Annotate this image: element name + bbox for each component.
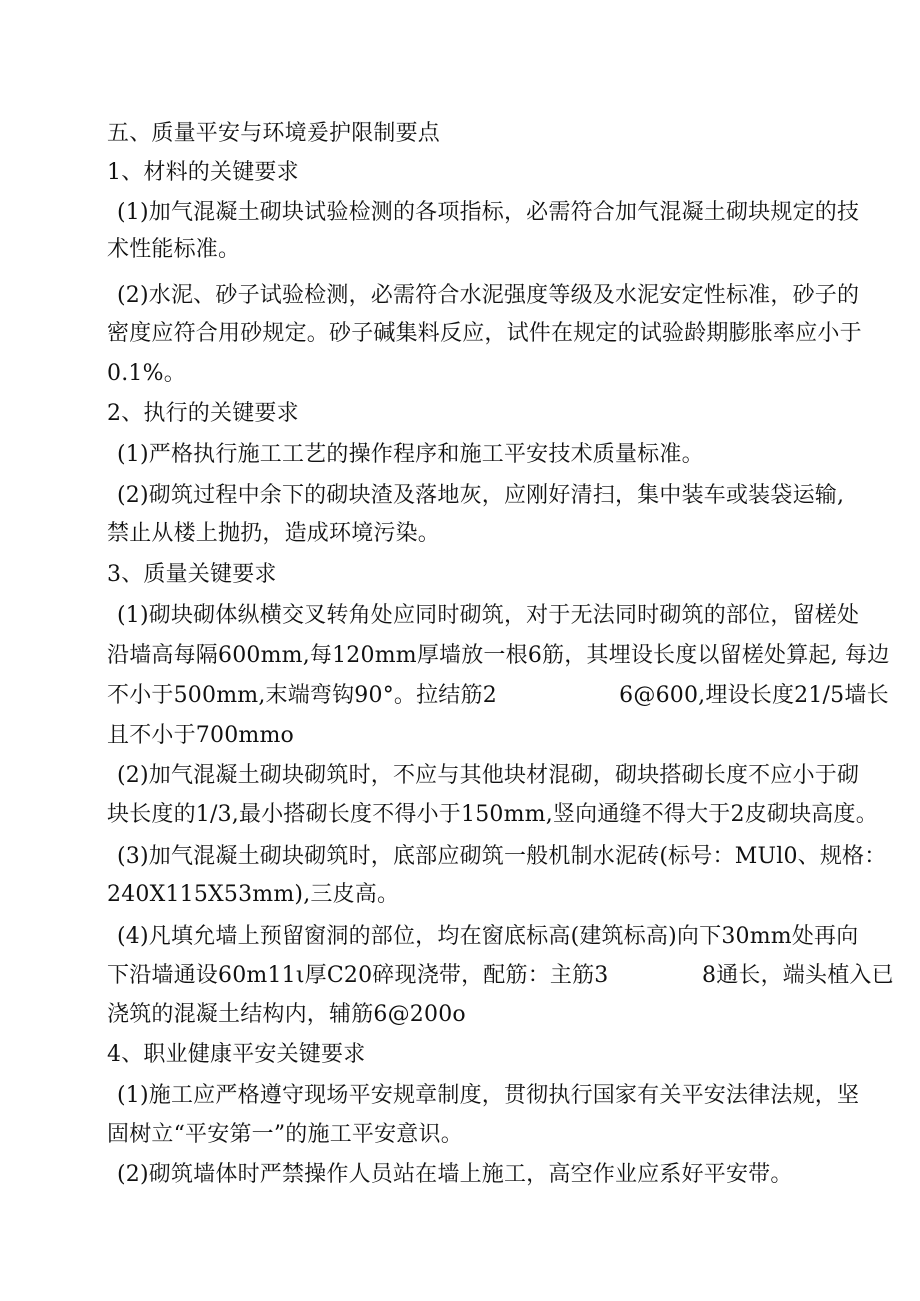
paragraph-line: 块长度的1/3,最小搭砌长度不得小于150mm,竖向通缝不得大于2皮砌块高度。 — [107, 802, 878, 827]
paragraph-line: (2)水泥、砂子试验检测，必需符合水泥强度等级及水泥安定性标准，砂子的 — [117, 283, 860, 308]
paragraph-line: (1)施工应严格遵守现场平安规章制度，贯彻执行国家有关平安法律法规，坚 — [117, 1083, 860, 1108]
subsection-heading-execution: 2、执行的关键要求 — [107, 401, 299, 426]
paragraph-line: (2)砌筑过程中余下的砌块渣及落地灰，应刚好清扫，集中装车或装袋运输, — [117, 483, 845, 508]
paragraph-line: 浇筑的混凝土结构内，辅筋6@200o — [107, 1002, 466, 1027]
paragraph-line: 沿墙高每隔600mm,每120mm厚墙放一根6筋，其埋设长度以留槎处算起, 每边 — [107, 643, 890, 668]
paragraph-line: 密度应符合用砂规定。砂子碱集料反应，试件在规定的试验龄期膨胀率应小于 — [107, 321, 862, 346]
paragraph-line: 禁止从楼上抛扔，造成环境污染。 — [107, 521, 441, 546]
paragraph-line: (3)加气混凝土砌块砌筑时，底部应砌筑一般机制水泥砖(标号：MUl0、规格： — [117, 844, 887, 869]
paragraph-line: 术性能标准。 — [107, 237, 241, 262]
subsection-heading-materials: 1、材料的关键要求 — [107, 160, 299, 185]
paragraph-line: (2)砌筑墙体时严禁操作人员站在墙上施工，高空作业应系好平安带。 — [117, 1162, 793, 1187]
paragraph-line: 且不小于700mmo — [107, 723, 294, 748]
paragraph-line: (2)加气混凝土砌块砌筑时，不应与其他块材混砌，砌块搭砌长度不应小于砌 — [117, 763, 860, 788]
paragraph-line: 0.1%。 — [107, 361, 186, 386]
paragraph-line: (1)砌块砌体纵横交叉转角处应同时砌筑，对于无法同时砌筑的部位，留槎处 — [117, 603, 860, 628]
subsection-heading-quality: 3、质量关键要求 — [107, 562, 277, 587]
paragraph-line: (1)严格执行施工工艺的操作程序和施工平安技术质量标准。 — [117, 442, 704, 467]
paragraph-line: (4)凡填允墙上预留窗洞的部位，均在窗底标高(建筑标高)向下30mm处再向 — [117, 924, 859, 949]
paragraph-line: 下沿墙通设60m11ι厚C20碎现浇带，配筋：主筋3 8通长，端头植入已 — [107, 963, 894, 988]
paragraph-line: 240X115X53mm),三皮高。 — [107, 882, 400, 907]
paragraph-line: 固树立“平安第一”的施工平安意识。 — [107, 1122, 463, 1147]
section-title: 五、质量平安与环境爰护限制要点 — [107, 121, 441, 146]
paragraph-line: (1)加气混凝土砌块试验检测的各项指标，必需符合加气混凝土砌块规定的技 — [117, 200, 860, 225]
subsection-heading-occupational-safety: 4、职业健康平安关键要求 — [107, 1042, 366, 1067]
paragraph-line: 不小于500mm,末端弯钩90°。拉结筋2 6@600,埋设长度21/5墙长 — [107, 683, 889, 708]
